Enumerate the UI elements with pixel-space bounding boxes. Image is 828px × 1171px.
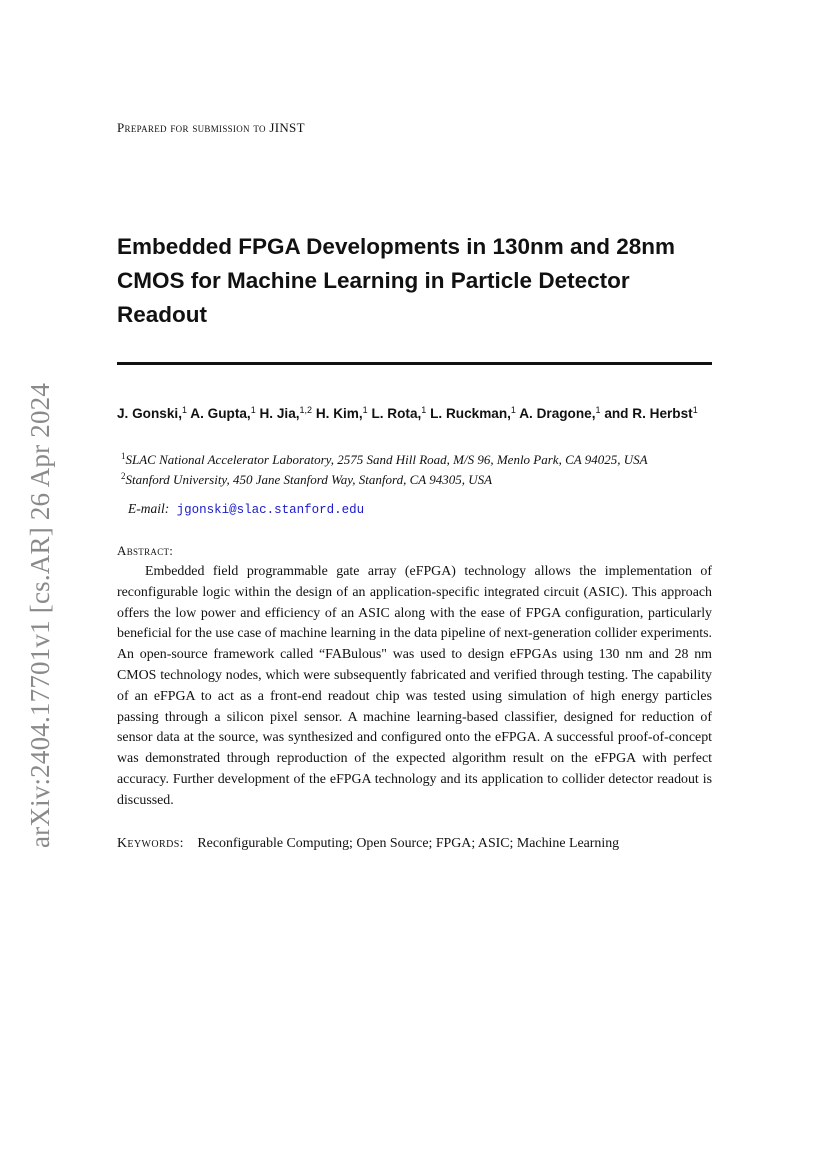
author-name: H. Kim, (315, 406, 363, 421)
affiliation-1 (121, 451, 716, 469)
author-name: and R. Herbst (604, 406, 693, 421)
author-name: A. Dragone, (519, 406, 596, 421)
affiliation-2 (121, 471, 716, 489)
author-name: J. Gonski, (117, 406, 182, 421)
affiliation-number: 1 (121, 451, 126, 461)
affiliation-text: Stanford University, 450 Jane Stanford Way, Stanford, CA 94305, USA (125, 472, 493, 487)
author-affiliation-mark: 1 (181, 405, 187, 415)
abstract-heading: Abstract: (117, 543, 174, 558)
paper-title: Embedded FPGA Developments in 130nm and 28nm CMOS for Machine Learning in Particle Detector Readout (117, 234, 676, 327)
author-affiliation-mark: 1,2 (299, 405, 313, 415)
contact-email (128, 500, 364, 519)
arxiv-identifier-stamp: arXiv:2404.17701v1 [cs.AR] 26 Apr 2024 (25, 382, 55, 848)
author-affiliation-mark: 1 (692, 405, 698, 415)
author-affiliation-mark: 1 (510, 405, 516, 415)
keywords-line (117, 834, 717, 854)
author-name: A. Gupta, (190, 406, 251, 421)
abstract-text: Embedded field programmable gate array (eFPGA) technology allows the implementation of reconfigurable logic within the design of an application-specific integrated circuit (ASIC). This approach offers the low power and efficiency of an ASIC along with the ease of FPGA configuration, particularly beneficial for the use case of machine learning in the data pipeline of next-generation collider experiments. An open-source framework called “FABulous" was used to design eFPGAs using 130 nm and 28 nm CMOS technology nodes, which were subsequently fabricated and verified through testing. The capability of an eFPGA to act as a front-end readout chip was tested using simulation of high energy particles passing through a silicon pixel sensor. A machine learning-based classifier, designed for reduction of sensor data at the source, was synthesized and configured onto the eFPGA. A successful proof-of-concept was demonstrated through reproduction of the expected algorithm result on the eFPGA with perfect accuracy. Further development of the eFPGA technology and its application to collider detector readout is discussed. (117, 564, 712, 808)
author-name: H. Jia, (259, 406, 300, 421)
keywords-label: Keywords: (117, 836, 184, 851)
title-divider (117, 362, 712, 365)
author-name: L. Rota, (371, 406, 422, 421)
email-link[interactable]: jgonski@slac.stanford.edu (176, 503, 365, 517)
affiliation-number: 2 (121, 471, 126, 481)
author-affiliation-mark: 1 (595, 405, 601, 415)
email-label: E-mail: (128, 501, 170, 516)
author-affiliation-mark: 1 (250, 405, 256, 415)
affiliation-text: SLAC National Accelerator Laboratory, 2575 Sand Hill Road, M/S 96, Menlo Park, CA 94025, USA (125, 452, 648, 467)
author-name: L. Ruckman, (430, 406, 511, 421)
keywords-text: Reconfigurable Computing; Open Source; FPGA; ASIC; Machine Learning (197, 836, 620, 851)
author-affiliation-mark: 1 (362, 405, 368, 415)
author-list (117, 403, 712, 424)
author-affiliation-mark: 1 (421, 405, 427, 415)
submission-note: Prepared for submission to JINST (117, 120, 305, 135)
